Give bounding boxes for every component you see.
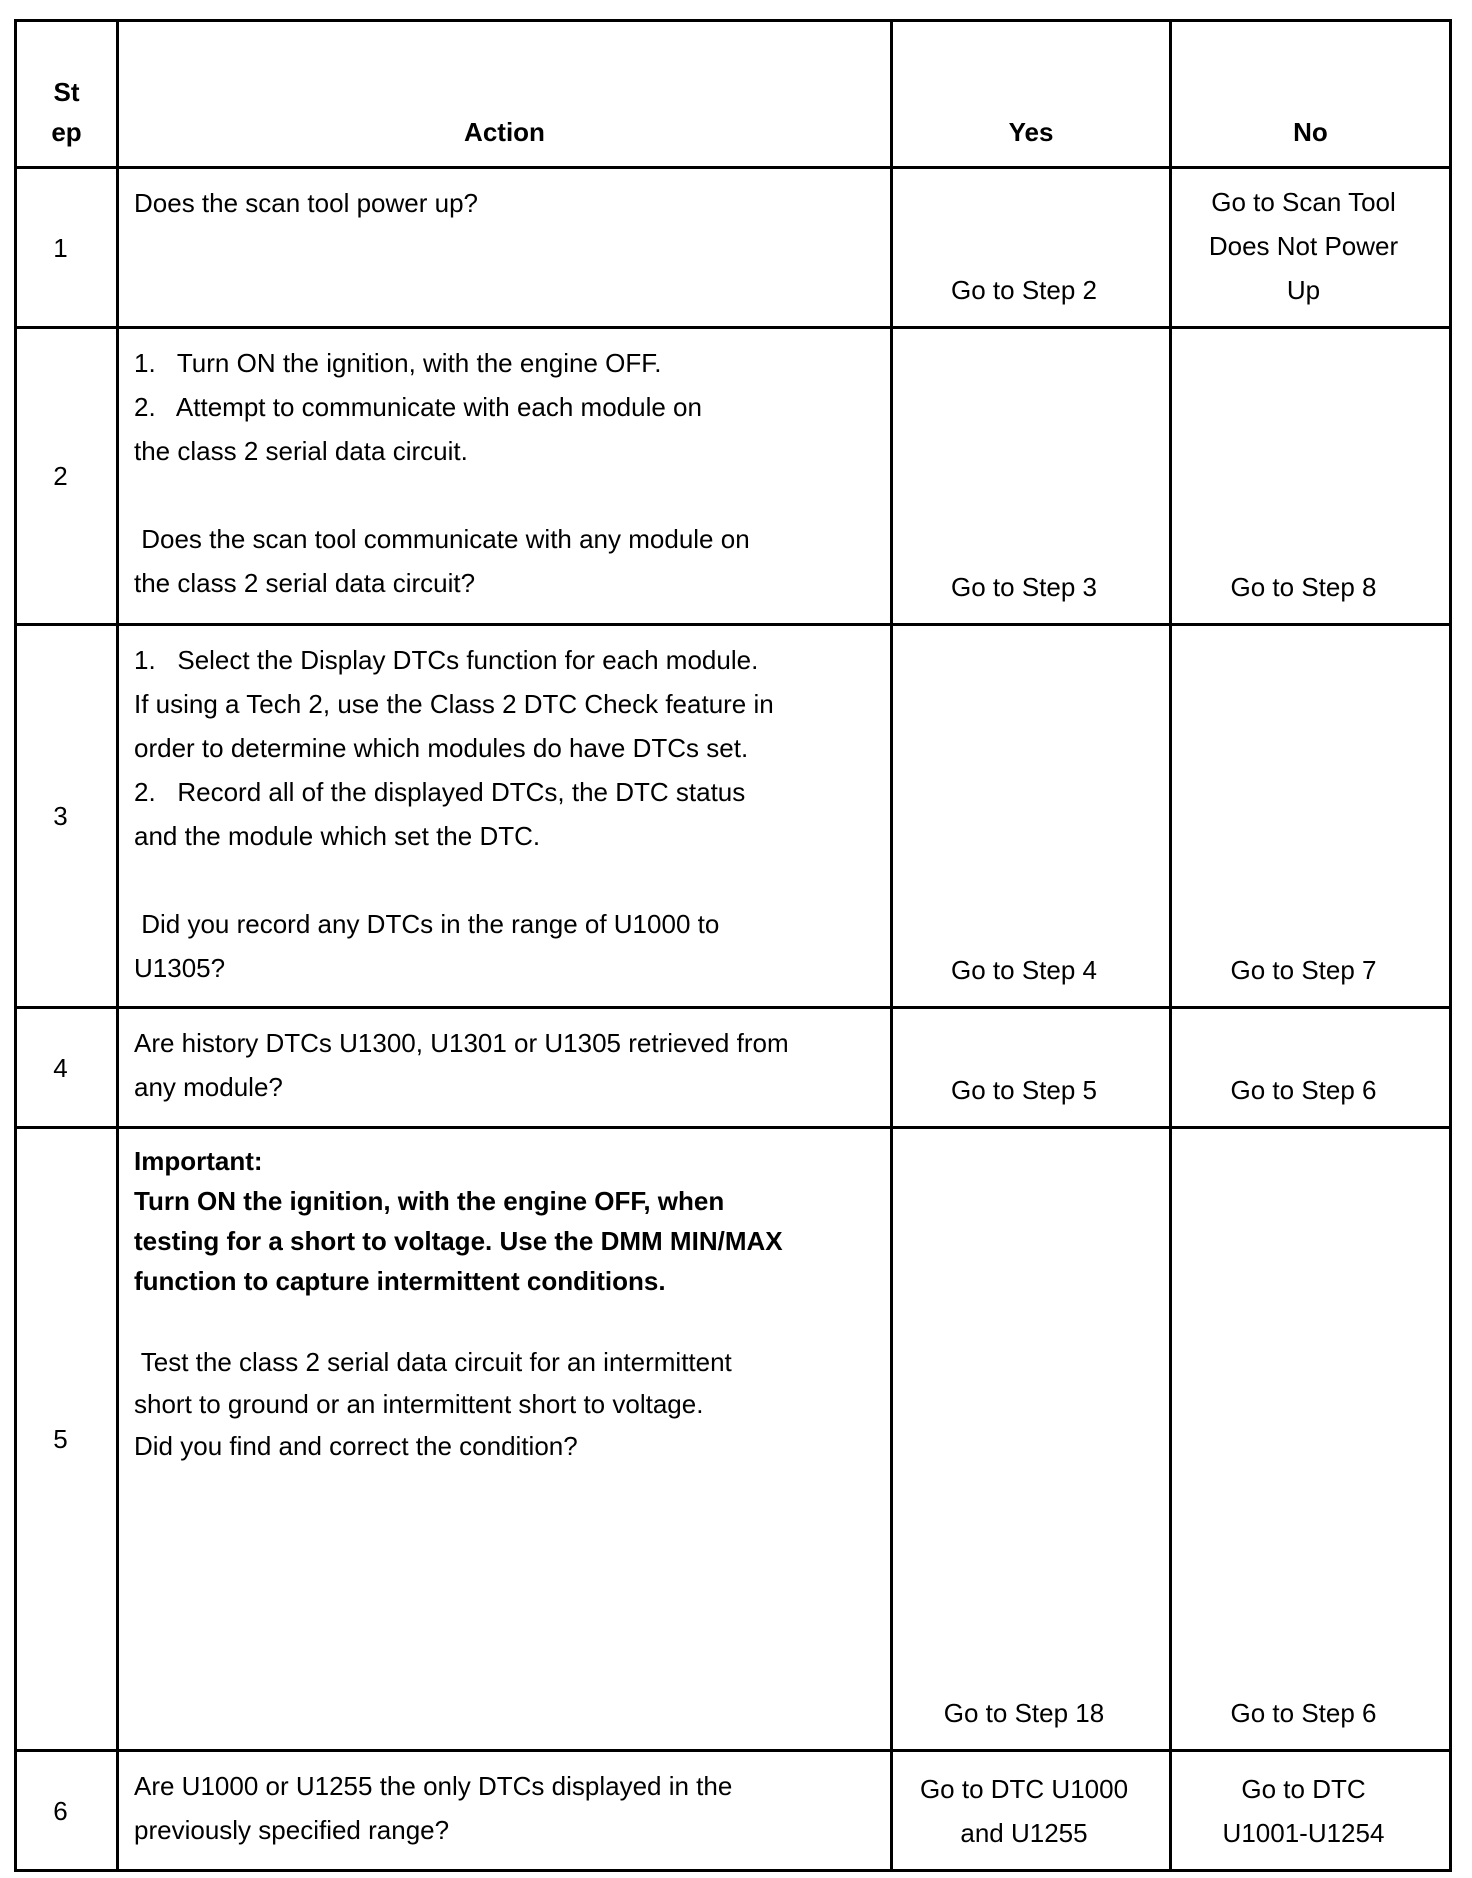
action-line: Does the scan tool power up? xyxy=(134,188,478,218)
no-line: Up xyxy=(1286,275,1321,305)
action-line: previously specified range? xyxy=(134,1815,450,1845)
action-question: the class 2 serial data circuit? xyxy=(134,568,476,598)
important-label: Important: xyxy=(134,1146,263,1176)
no-line: Go to Step 8 xyxy=(1230,572,1377,602)
row-4-action xyxy=(119,1009,890,1126)
action-question: Does the scan tool communicate with any module on xyxy=(134,524,750,554)
action-line: order to determine which modules do have DTCs set. xyxy=(134,733,749,763)
row-2-action xyxy=(119,329,890,623)
header-no xyxy=(1172,22,1449,166)
important-text: Turn ON the ignition, with the engine OFF, when xyxy=(134,1186,725,1216)
action-question: Did you find and correct the condition? xyxy=(134,1431,578,1461)
no-line: Go to Step 6 xyxy=(1230,1698,1377,1728)
header-step xyxy=(17,22,116,166)
row-2-yes xyxy=(893,329,1169,623)
important-text: testing for a short to voltage. Use the DMM MIN/MAX xyxy=(134,1226,783,1256)
yes-line: Go to Step 18 xyxy=(943,1698,1105,1728)
row-4-step xyxy=(17,1009,116,1126)
action-line: 1. Turn ON the ignition, with the engine OFF. xyxy=(134,348,662,378)
row-3-step xyxy=(17,626,116,1006)
row-5-no xyxy=(1172,1129,1449,1749)
row-5-yes xyxy=(893,1129,1169,1749)
action-line: If using a Tech 2, use the Class 2 DTC Check feature in xyxy=(134,689,774,719)
action-line: and the module which set the DTC. xyxy=(134,821,541,851)
row-6-yes xyxy=(893,1752,1169,1869)
row-6-no xyxy=(1172,1752,1449,1869)
yes-line: and U1255 xyxy=(960,1818,1088,1848)
row-5-action xyxy=(119,1129,890,1749)
header-yes xyxy=(893,22,1169,166)
no-line: U1001-U1254 xyxy=(1222,1818,1385,1848)
row-4-no xyxy=(1172,1009,1449,1126)
step-number: 4 xyxy=(53,1052,68,1083)
step-number: 2 xyxy=(53,461,68,491)
row-5-step xyxy=(17,1129,116,1749)
header-step-line-2: ep xyxy=(51,117,82,147)
header-yes-label: Yes xyxy=(1008,117,1054,147)
yes-line: Go to Step 2 xyxy=(951,275,1097,305)
row-3-yes xyxy=(893,626,1169,1006)
row-4-yes xyxy=(893,1009,1169,1126)
header-action-label: Action xyxy=(464,117,545,147)
step-number: 6 xyxy=(53,1795,68,1826)
no-line: Go to Scan Tool xyxy=(1211,187,1396,217)
row-3-action xyxy=(119,626,890,1006)
step-number: 1 xyxy=(53,232,68,263)
action-line: 1. Select the Display DTCs function for each module. xyxy=(134,645,759,675)
action-question: Did you record any DTCs in the range of U1000 to xyxy=(134,909,720,939)
step-number: 5 xyxy=(53,1424,68,1454)
yes-line: Go to Step 4 xyxy=(951,955,1097,985)
action-line: Test the class 2 serial data circuit for an intermittent xyxy=(134,1347,732,1377)
row-6-action xyxy=(119,1752,890,1869)
yes-line: Go to Step 3 xyxy=(951,572,1097,602)
row-2-no xyxy=(1172,329,1449,623)
action-line: Are U1000 or U1255 the only DTCs displayed in the xyxy=(134,1771,733,1801)
row-1-no xyxy=(1172,169,1449,326)
action-line: 2. Attempt to communicate with each module on xyxy=(134,392,702,422)
action-line: 2. Record all of the displayed DTCs, the DTC status xyxy=(134,777,746,807)
no-line: Go to Step 7 xyxy=(1230,955,1377,985)
yes-line: Go to DTC U1000 xyxy=(919,1774,1129,1804)
row-1-action xyxy=(119,169,890,326)
header-action xyxy=(119,22,890,166)
action-line: any module? xyxy=(134,1072,283,1102)
yes-line: Go to Step 5 xyxy=(951,1075,1097,1105)
header-step-line-1: St xyxy=(53,77,80,107)
row-2-step xyxy=(17,329,116,623)
action-line: short to ground or an intermittent short to voltage. xyxy=(134,1389,704,1419)
action-line: Are history DTCs U1300, U1301 or U1305 retrieved from xyxy=(134,1028,789,1058)
header-no-label: No xyxy=(1293,117,1328,147)
important-text: function to capture intermittent conditions. xyxy=(134,1266,666,1296)
action-question: U1305? xyxy=(134,953,226,983)
row-6-step xyxy=(17,1752,116,1869)
row-3-no xyxy=(1172,626,1449,1006)
row-1-yes xyxy=(893,169,1169,326)
no-line: Go to DTC xyxy=(1241,1774,1366,1804)
no-line: Go to Step 6 xyxy=(1230,1075,1377,1105)
action-line: the class 2 serial data circuit. xyxy=(134,436,468,466)
row-1-step xyxy=(17,169,116,326)
step-number: 3 xyxy=(53,801,68,831)
no-line: Does Not Power xyxy=(1208,231,1399,261)
diagnostic-step-table xyxy=(14,19,1452,1872)
